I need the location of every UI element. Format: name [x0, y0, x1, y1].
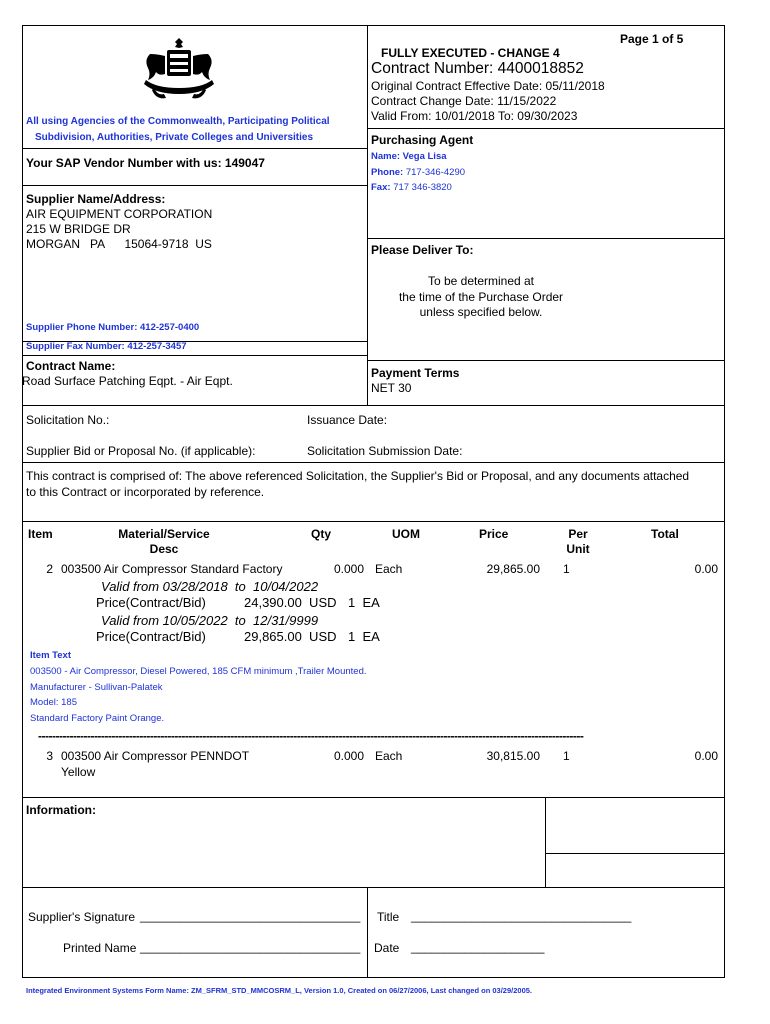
contract-name-value: Road Surface Patching Eqpt. - Air Eqpt.: [22, 374, 233, 388]
row3-desc-2: Yellow: [61, 765, 96, 779]
comprised-line-2: to this Contract or incorporated by reference.: [26, 485, 265, 499]
valid-range: Valid From: 10/01/2018 To: 09/30/2023: [371, 109, 578, 123]
printed-name-line[interactable]: _________________________________: [140, 940, 361, 954]
supplier-fax: Supplier Fax Number: 412-257-3457: [26, 341, 187, 352]
supplier-signature-label: Supplier's Signature: [28, 910, 136, 924]
col-qty: Qty: [311, 527, 332, 541]
deliver-to-title: Please Deliver To:: [371, 243, 474, 257]
signature-divider: [367, 887, 368, 978]
supplier-phone: Supplier Phone Number: 412-257-0400: [26, 322, 200, 333]
deliver-line-1: To be determined at: [427, 274, 535, 288]
supplier-name: AIR EQUIPMENT CORPORATION: [26, 207, 213, 221]
row3-qty: 0.000: [333, 749, 364, 763]
divider: [22, 405, 725, 406]
row2-desc: 003500 Air Compressor Standard Factory: [61, 562, 283, 576]
divider: [22, 355, 367, 356]
divider: [367, 360, 725, 361]
item-text-line-3: Model: 185: [30, 697, 78, 708]
divider: [545, 853, 725, 854]
contract-status: FULLY EXECUTED - CHANGE 4: [381, 46, 560, 60]
col-per-2: Unit: [566, 542, 590, 556]
divider: [367, 128, 725, 129]
item-text-line-1: 003500 - Air Compressor, Diesel Powered, 185 CFM minimum ,Trailer Mounted.: [30, 666, 367, 677]
contract-name-title: Contract Name:: [26, 359, 116, 373]
row2-price1: 24,390.00 USD: [244, 595, 337, 610]
commonwealth-seal-icon: [140, 36, 218, 100]
row2-item: 2: [46, 562, 53, 576]
deliver-line-2: the time of the Purchase Order: [398, 290, 564, 304]
sap-vendor-number: Your SAP Vendor Number with us: 149047: [26, 156, 265, 170]
payment-terms-title: Payment Terms: [371, 366, 460, 380]
header-divider: [367, 25, 368, 405]
divider: [22, 148, 367, 149]
agent-fax: Fax: 717 346-3820: [371, 182, 452, 193]
supplier-signature-line[interactable]: _________________________________: [140, 909, 361, 923]
separator-dashes: ------------------------------------------------------------------------------------------------------------------------------------------------------------: [38, 729, 584, 743]
col-per-1: Per: [568, 527, 588, 541]
information-title: Information:: [26, 803, 96, 817]
comprised-line-1: This contract is comprised of: The above referenced Solicitation, the Supplier's Bid or Proposal, and any documents attached: [26, 469, 690, 483]
row2-per: 1: [563, 562, 570, 576]
row2-total: 0.00: [694, 562, 718, 576]
title-line[interactable]: _________________________________: [411, 909, 632, 923]
row3-uom: Each: [375, 749, 403, 763]
col-price: Price: [479, 527, 509, 541]
row3-total: 0.00: [694, 749, 718, 763]
row3-per: 1: [563, 749, 570, 763]
row3-item: 3: [46, 749, 53, 763]
form-footer: Integrated Environment Systems Form Name: ZM_SFRM_STD_MMCOSRM_L, Version 1.0, Created on 06/27/2006, Last changed on 03/29/2005.: [26, 986, 532, 995]
row2-price2-unit: 1 EA: [348, 629, 380, 644]
col-uom: UOM: [392, 527, 420, 541]
row2-valid-2: Valid from 10/05/2022 to 12/31/9999: [101, 613, 319, 628]
supplier-title: Supplier Name/Address:: [26, 192, 166, 206]
divider: [22, 462, 725, 463]
row2-price1-unit: 1 EA: [348, 595, 380, 610]
divider: [22, 521, 725, 522]
divider: [22, 797, 725, 798]
payment-terms-value: NET 30: [371, 381, 412, 395]
item-text-line-2: Manufacturer - Sullivan-Palatek: [30, 682, 163, 693]
deliver-line-3: unless specified below.: [419, 305, 543, 319]
original-effective-date: Original Contract Effective Date: 05/11/2018: [371, 79, 605, 93]
row2-price: 29,865.00: [486, 562, 540, 576]
agent-phone: Phone: 717-346-4290: [371, 167, 466, 178]
col-total: Total: [651, 527, 679, 541]
printed-name-label: Printed Name: [63, 941, 137, 955]
row2-price2: 29,865.00 USD: [244, 629, 337, 644]
contract-change-date: Contract Change Date: 11/15/2022: [371, 94, 557, 108]
info-divider: [545, 797, 546, 887]
page-number: Page 1 of 5: [620, 32, 684, 46]
row2-price1-label: Price(Contract/Bid): [96, 595, 206, 610]
row2-uom: Each: [375, 562, 403, 576]
agencies-line-2: Subdivision, Authorities, Private Colleges and Universities: [35, 132, 314, 143]
date-label: Date: [374, 941, 400, 955]
supplier-city: MORGAN PA 15064-9718 US: [26, 237, 212, 251]
item-text-line-4: Standard Factory Paint Orange.: [30, 713, 165, 724]
row3-desc: 003500 Air Compressor PENNDOT: [61, 749, 250, 763]
col-material-1: Material/Service: [118, 527, 210, 541]
divider: [22, 185, 367, 186]
divider: [22, 887, 725, 888]
supplier-bid-no: Supplier Bid or Proposal No. (if applicable):: [26, 444, 256, 458]
issuance-date: Issuance Date:: [307, 413, 388, 427]
purchasing-agent-title: Purchasing Agent: [371, 133, 474, 147]
col-item: Item: [28, 527, 53, 541]
title-label: Title: [377, 910, 400, 924]
divider: [367, 238, 725, 239]
submission-date: Solicitation Submission Date:: [307, 444, 463, 458]
contract-number: Contract Number: 4400018852: [371, 60, 584, 77]
solicitation-no: Solicitation No.:: [26, 413, 110, 427]
supplier-street: 215 W BRIDGE DR: [26, 222, 131, 236]
agent-name: Name: Vega Lisa: [371, 151, 447, 162]
row3-price: 30,815.00: [486, 749, 540, 763]
col-material-2: Desc: [149, 542, 179, 556]
row2-price2-label: Price(Contract/Bid): [96, 629, 206, 644]
agencies-line-1: All using Agencies of the Commonwealth, Participating Political: [26, 116, 330, 127]
row2-valid-1: Valid from 03/28/2018 to 10/04/2022: [101, 579, 319, 594]
item-text-title: Item Text: [30, 650, 72, 661]
row2-qty: 0.000: [333, 562, 364, 576]
date-line[interactable]: ____________________: [411, 940, 545, 954]
